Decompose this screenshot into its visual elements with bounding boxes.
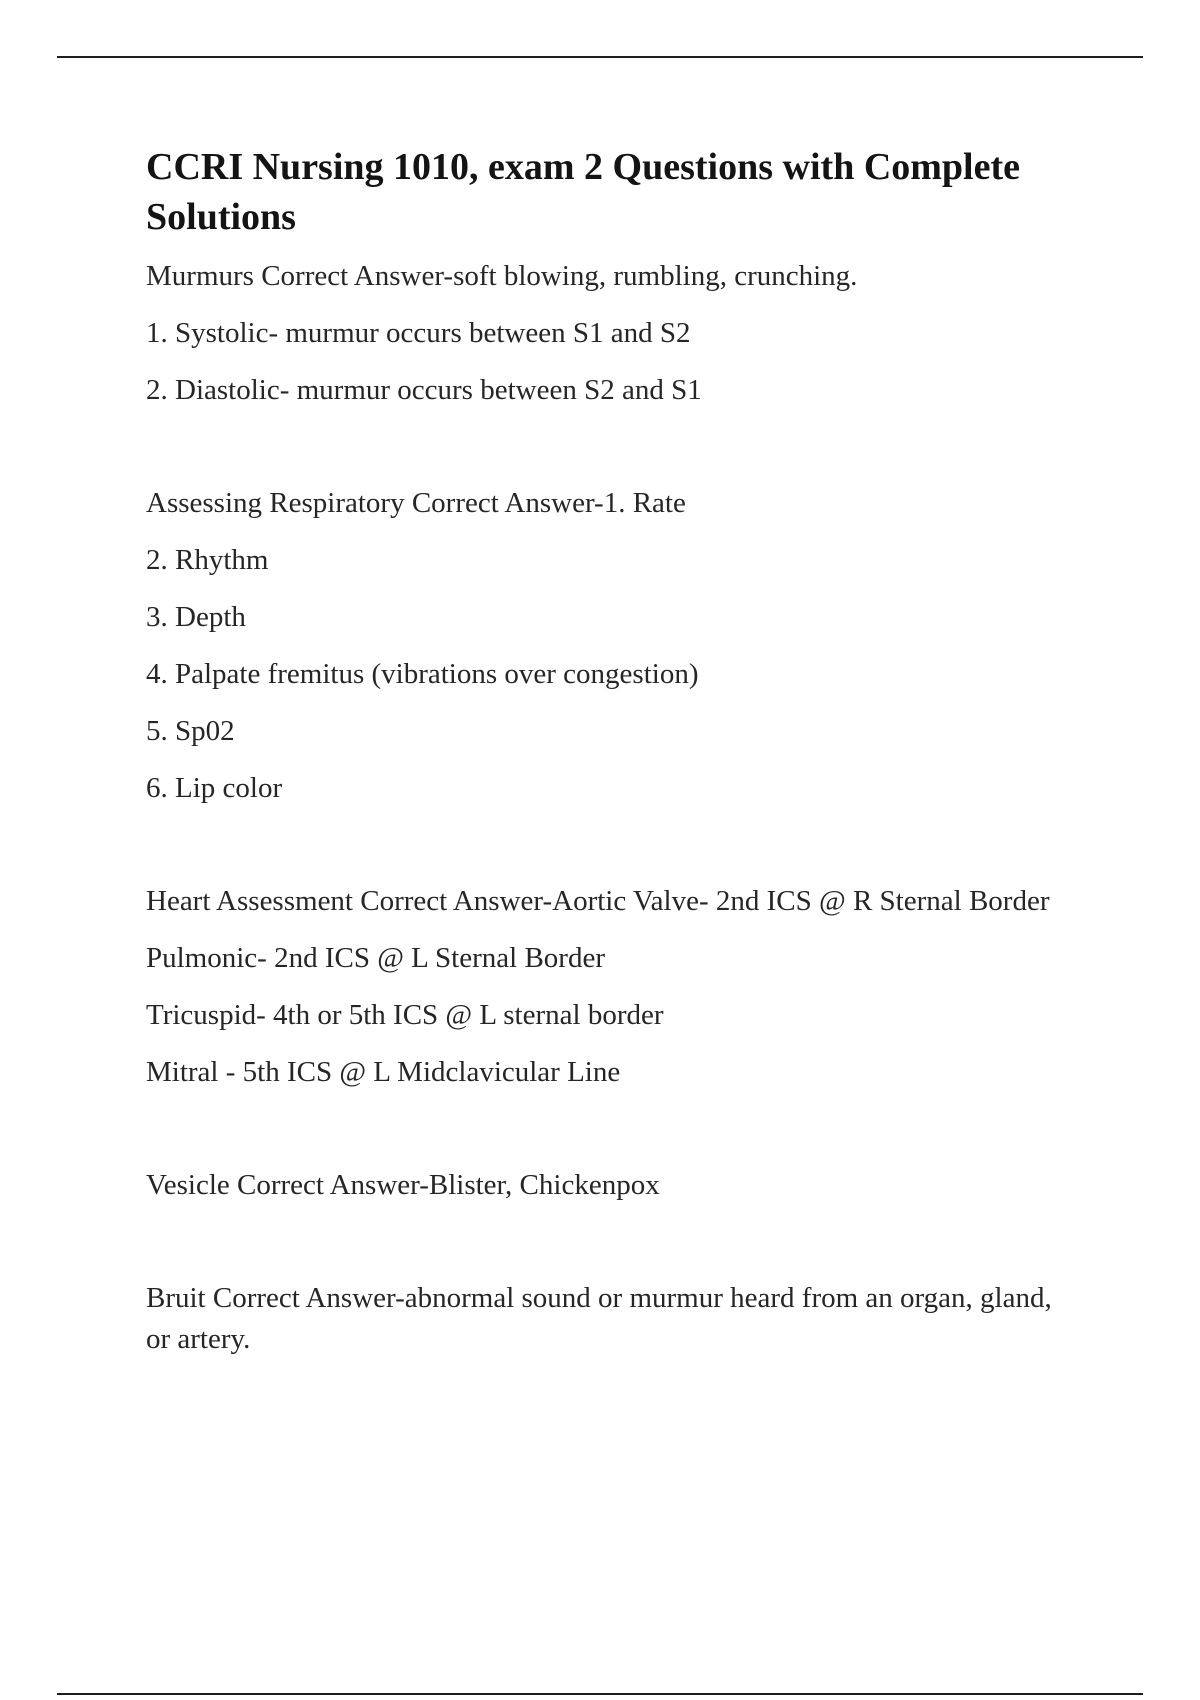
answer-line: 6. Lip color xyxy=(146,772,283,804)
question-bruit: Bruit Correct Answer-abnormal sound or murmur heard from an organ, gland, or artery. xyxy=(146,1282,1052,1355)
answer-line: Mitral - 5th ICS @ L Midclavicular Line xyxy=(146,1056,621,1088)
section-respiratory xyxy=(146,483,1086,809)
section-spacer xyxy=(146,427,1086,483)
answer-line: 1. Systolic- murmur occurs between S1 and S2 xyxy=(146,317,691,349)
question-murmurs: Murmurs Correct Answer-soft blowing, rumbling, crunching. xyxy=(146,260,858,292)
question-respiratory: Assessing Respiratory Correct Answer-1. Rate xyxy=(146,487,686,519)
answer-line: 2. Rhythm xyxy=(146,544,269,576)
section-spacer xyxy=(146,825,1086,881)
document-title: CCRI Nursing 1010, exam 2 Questions with Complete Solutions xyxy=(146,146,1020,238)
answer-line: Pulmonic- 2nd ICS @ L Sternal Border xyxy=(146,942,605,974)
section-vesicle xyxy=(146,1165,1086,1206)
answer-line: 4. Palpate fremitus (vibrations over congestion) xyxy=(146,658,699,690)
section-heart xyxy=(146,881,1086,1093)
answer-line: Tricuspid- 4th or 5th ICS @ L sternal border xyxy=(146,999,664,1031)
document-body xyxy=(146,142,1086,1376)
bottom-divider xyxy=(57,1693,1143,1695)
answer-line: 3. Depth xyxy=(146,601,246,633)
section-bruit xyxy=(146,1278,1086,1360)
section-murmurs xyxy=(146,256,1086,411)
section-spacer xyxy=(146,1222,1086,1278)
question-vesicle: Vesicle Correct Answer-Blister, Chickenpox xyxy=(146,1169,660,1201)
answer-line: 5. Sp02 xyxy=(146,715,235,747)
top-divider xyxy=(57,56,1143,58)
answer-line: 2. Diastolic- murmur occurs between S2 and S1 xyxy=(146,374,702,406)
question-heart: Heart Assessment Correct Answer-Aortic Valve- 2nd ICS @ R Sternal Border xyxy=(146,885,1050,917)
section-spacer xyxy=(146,1109,1086,1165)
